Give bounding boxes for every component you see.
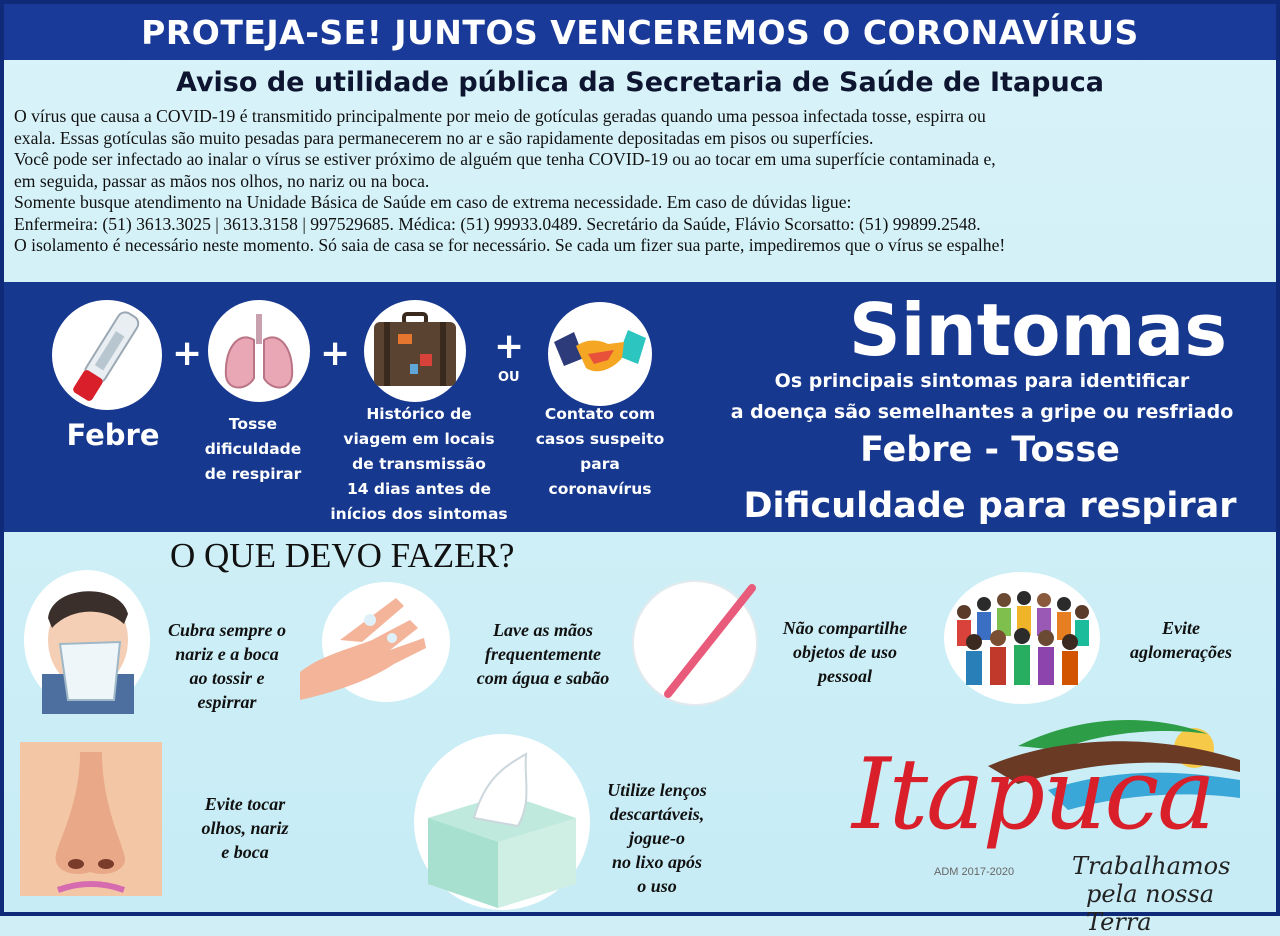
- nose-icon: [20, 742, 162, 896]
- lungs-icon: [208, 300, 310, 402]
- notice-line: Você pode ser infectado ao inalar o vírus se estiver próximo de alguém que tenha COVID-19 ou ao tocar em uma superfície contaminada e,: [14, 149, 996, 169]
- thermometer-icon: [52, 300, 162, 410]
- notice-line: O isolamento é necessário neste momento. Só saia de casa se for necessário. Se cada um fizer sua parte, impediremos que o vírus se espalhe!: [14, 235, 1006, 255]
- logo-wordmark: Itapuca: [852, 738, 1214, 852]
- crowd-icon: [944, 572, 1100, 704]
- tip-use-disposable-tissues: Utilize lenços descartáveis, jogue-o no lixo após o uso: [607, 780, 707, 896]
- or-label: OU: [498, 370, 520, 385]
- symptoms-line-1: Febre - Tosse: [860, 430, 1120, 470]
- handshake-icon: [548, 302, 652, 406]
- cough-label: Tosse dificuldade de respirar: [204, 415, 302, 483]
- notice-line: O vírus que causa a COVID-19 é transmitido principalmente por meio de gotículas geradas quando uma pessoa infectada tosse, espirra ou: [14, 106, 986, 126]
- tip-cover-nose-mouth: Cubra sempre o nariz e a boca ao tossir e espirrar: [167, 620, 286, 712]
- poster-subtitle: Aviso de utilidade pública da Secretaria de Saúde de Itapuca: [176, 66, 1104, 98]
- tip-wash-hands: Lave as mãos frequentemente com água e sabão: [476, 620, 610, 688]
- symptoms-desc-2: a doença são semelhantes a gripe ou resfriado: [730, 401, 1234, 423]
- symptoms-line-2: Dificuldade para respirar: [743, 486, 1237, 526]
- symptoms-desc-1: Os principais sintomas para identificar: [774, 370, 1190, 392]
- notice-line: em seguida, passar as mãos nos olhos, no nariz ou na boca.: [14, 170, 430, 191]
- logo-slogan-1: Trabalhamos: [1072, 852, 1231, 880]
- plus-sign: +: [172, 333, 203, 374]
- face-mask-icon: [24, 570, 150, 710]
- itapuca-logo: [848, 706, 1268, 936]
- suitcase-icon: [364, 300, 466, 402]
- notice-line: Somente busque atendimento na Unidade Básica de Saúde em caso de extrema necessidade. Em caso de dúvidas ligue:: [14, 192, 852, 212]
- travel-history-label: Histórico de viagem em locais de transmissão 14 dias antes de inícios dos sintomas: [330, 405, 508, 523]
- symptoms-title: Sintomas: [848, 288, 1228, 372]
- hand-washing-icon: [300, 580, 452, 704]
- plus-sign: +: [320, 333, 351, 374]
- poster-title: PROTEJA-SE! JUNTOS VENCEREMOS O CORONAVÍRUS: [4, 4, 1276, 60]
- tip-avoid-touching-face: Evite tocar olhos, nariz e boca: [201, 794, 289, 862]
- logo-adm: ADM 2017-2020: [934, 866, 1015, 878]
- logo-slogan-2: pela nossa Terra: [1086, 880, 1215, 936]
- notice-line: Enfermeira: (51) 3613.3025 | 3613.3158 | 997529685. Médica: (51) 99933.0489. Secretário da Saúde, Flávio Scorsatto: (51) 99899.2548.: [14, 213, 981, 234]
- what-to-do-title: O QUE DEVO FAZER?: [170, 536, 515, 575]
- contact-label: Contato com casos suspeito para coronavírus: [535, 405, 665, 498]
- public-notice-text: [14, 106, 1270, 257]
- tip-no-sharing: Não compartilhe objetos de uso pessoal: [782, 618, 908, 686]
- fever-label: Febre: [66, 418, 160, 452]
- toothbrush-icon: [632, 580, 758, 706]
- tip-avoid-crowds: Evite aglomerações: [1130, 618, 1232, 662]
- tissue-box-icon: [414, 734, 590, 910]
- notice-line: exala. Essas gotículas são muito pesadas para permanecerem no ar e são rapidamente depositadas em pisos ou superfícies.: [14, 127, 874, 148]
- plus-sign: +: [494, 326, 525, 367]
